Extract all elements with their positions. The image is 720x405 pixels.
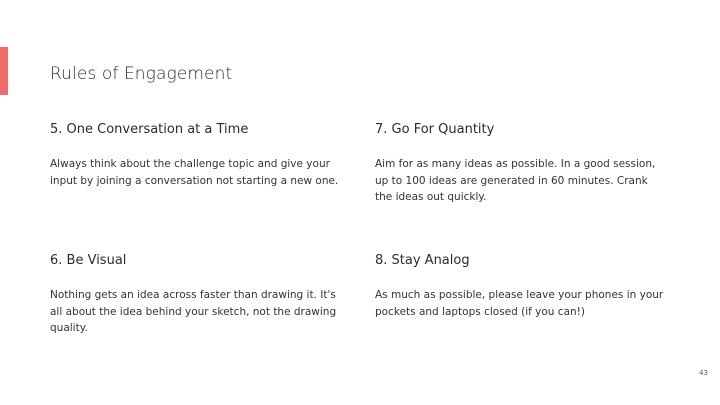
rule-description-line: input by joining a conversation not starting a new one. <box>50 174 339 187</box>
rule-card-be-visual <box>50 253 350 334</box>
rule-card-go-for-quantity <box>375 122 675 203</box>
rule-card-stay-analog <box>375 253 675 318</box>
rule-description-line: the ideas out quickly. <box>375 191 487 203</box>
rule-description <box>375 287 675 320</box>
rule-description-line: Nothing gets an idea across faster than drawing it. It's <box>50 289 336 301</box>
rule-description-line: As much as possible, please leave your phones in your <box>375 289 664 301</box>
rule-description-line: pockets and laptops closed (if you can!) <box>375 305 585 318</box>
rule-heading: 7. Go For Quantity <box>375 122 495 137</box>
rule-description <box>50 287 350 337</box>
rule-description-line: Always think about the challenge topic and give your <box>50 158 330 170</box>
rule-description <box>50 156 350 189</box>
rule-description-line: quality. <box>50 322 88 334</box>
rule-description <box>375 156 675 206</box>
slide-title: Rules of Engagement <box>50 64 233 84</box>
rule-description-line: up to 100 ideas are generated in 60 minutes. Crank <box>375 174 648 187</box>
rule-heading: 5. One Conversation at a Time <box>50 122 249 137</box>
rule-heading: 6. Be Visual <box>50 253 127 268</box>
rule-description-line: all about the idea behind your sketch, not the drawing <box>50 305 337 318</box>
page-number: 43 <box>699 369 708 377</box>
title-accent-bar <box>0 47 8 95</box>
rule-card-one-conversation <box>50 122 350 187</box>
rule-description-line: Aim for as many ideas as possible. In a good session, <box>375 158 656 170</box>
rule-heading: 8. Stay Analog <box>375 253 470 268</box>
